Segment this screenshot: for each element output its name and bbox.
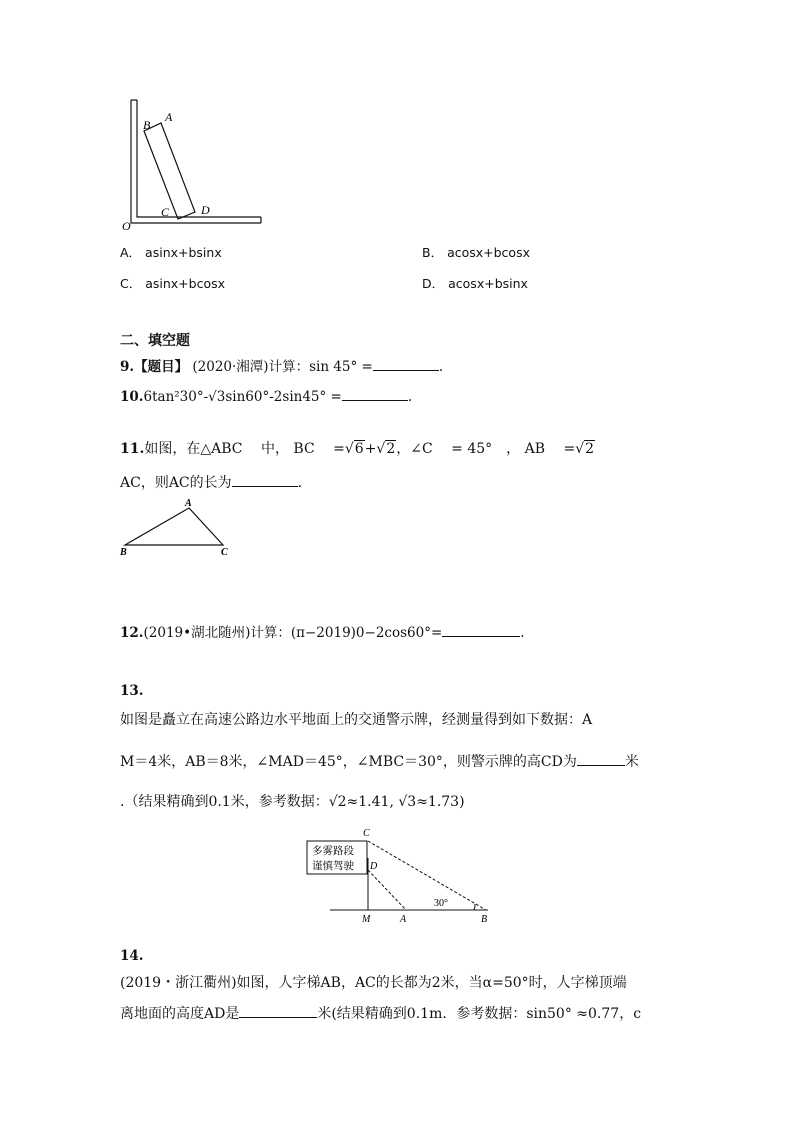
wall-floor-frame <box>131 100 261 223</box>
answer-blank-14[interactable] <box>239 1003 317 1018</box>
question-13-number: 13. <box>120 683 144 699</box>
angle-label: 30° <box>434 898 448 909</box>
label-b: B <box>481 914 488 925</box>
question-10: 10.6tan²30°-√3sin60°-2sin45° = . <box>120 386 412 406</box>
label-a: A <box>165 110 173 124</box>
option-d[interactable]: D． acosx+bsinx <box>422 276 528 291</box>
question-13-line2: M＝4米，AB＝8米，∠MAD＝45°，∠MBC＝30°，则警示牌的高CD为 米 <box>120 751 639 771</box>
question-13-line3: .（结果精确到0.1米，参考数据：√2≈1.41, √3≈1.73) <box>120 794 465 810</box>
label-o: O <box>122 219 131 233</box>
sqrt-symbol: √ <box>208 389 217 405</box>
line-ad <box>368 870 406 910</box>
question-12: 12.(2019•湖北随州)计算：(π−2019)0−2cos60°= . <box>120 622 525 642</box>
section-heading: 二、填空题 <box>120 333 190 349</box>
ladder-rectangle <box>144 123 195 219</box>
question-13-line1: 如图是矗立在高速公路边水平地面上的交通警示牌，经测量得到如下数据：A <box>120 712 593 728</box>
warning-sign-figure <box>300 825 500 927</box>
triangle-figure <box>115 496 235 558</box>
label-b: B <box>143 118 151 132</box>
sign-text-line2: 谨慎驾驶 <box>312 861 354 872</box>
answer-blank-13[interactable] <box>577 751 625 766</box>
answer-blank-11[interactable] <box>232 472 298 487</box>
option-c[interactable]: C． asinx+bcosx <box>120 276 226 291</box>
question-14-number: 14. <box>120 948 144 964</box>
option-b[interactable]: B． acosx+bcosx <box>422 245 530 260</box>
label-c: C <box>161 205 170 219</box>
answer-blank-9[interactable] <box>373 356 439 371</box>
question-14-line2: 离地面的高度AD是 米(结果精确到0.1m．参考数据：sin50° ≈0.77，c <box>120 1003 641 1023</box>
triangle-abc <box>125 508 223 545</box>
label-a: A <box>400 914 407 925</box>
sign-text-line1: 多雾路段 <box>312 846 354 857</box>
question-14-line1: (2019・浙江衢州)如图，人字梯AB，AC的长都为2米，当α=50°时，人字梯顶端 <box>120 975 627 991</box>
option-a[interactable]: A． asinx+bsinx <box>120 245 222 260</box>
question-9: 9.【题目】 (2020·湘潭)计算：sin 45° = . <box>120 356 443 376</box>
label-m: M <box>362 914 371 925</box>
label-d: D <box>370 861 378 872</box>
ladder-figure <box>115 95 270 235</box>
label-c: C <box>363 828 370 839</box>
label-d: D <box>201 203 210 217</box>
label-b: B <box>120 547 127 558</box>
label-a: A <box>185 498 192 509</box>
answer-blank-12[interactable] <box>442 622 520 637</box>
angle-arc <box>474 904 475 910</box>
question-11-line2: AC，则AC的长为 . <box>120 472 302 492</box>
label-c: C <box>221 547 228 558</box>
line-bc <box>368 841 486 910</box>
answer-blank-10[interactable] <box>342 386 408 401</box>
question-11-line1: 11.如图，在△ABC 中， BC =√6+√2，∠C = 45° ， AB =√2 <box>120 441 595 457</box>
